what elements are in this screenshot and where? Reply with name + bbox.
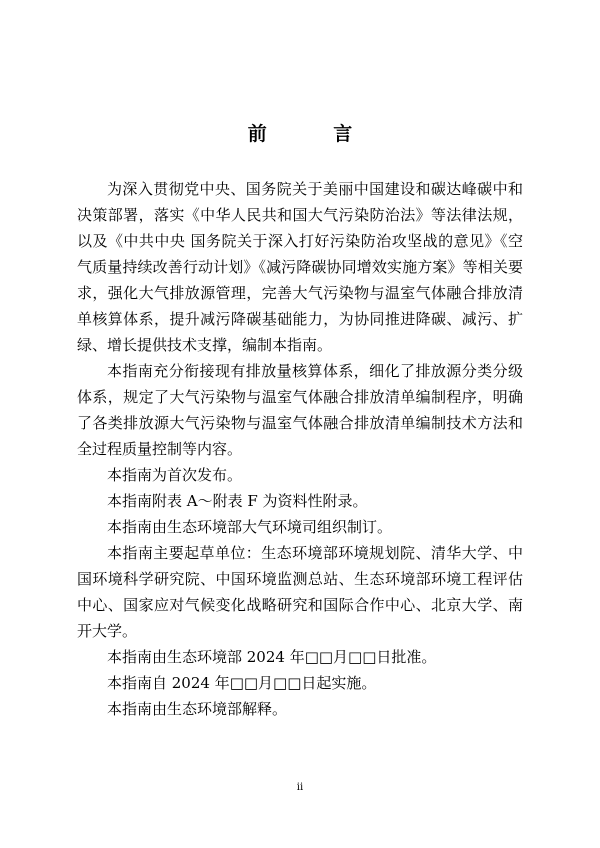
paragraph-scope: 本指南充分衔接现有排放量核算体系，细化了排放源分类分级体系，规定了大气污染物与温室气体融合排放清单编制程序，明确了各类排放源大气污染物与温室气体融合排放清单编制技术方法和全过程质量控制等内容。	[77, 362, 523, 458]
page-title: 前 言	[247, 123, 383, 145]
paragraph-interpretation: 本指南由生态环境部解释。	[107, 700, 288, 718]
paragraph-purpose: 为深入贯彻党中央、国务院关于美丽中国建设和碳达峰碳中和决策部署，落实《中华人民共和国大气污染防治法》等法律法规，以及《中共中央 国务院关于深入打好污染防治攻坚战的意见》《空气质量持续改善行动计划》《减污降碳协同增效实施方案》等相关要求，强化大气排放源管理，完善大气污染物与温室气体融合排放清单核算体系，提升减污降碳基础能力，为协同推进降碳、减污、扩绿、增长提供技术支撑，编制本指南。	[77, 180, 523, 354]
page-number: ii	[296, 782, 304, 793]
foreword-body	[77, 176, 523, 722]
paragraph-organizer: 本指南由生态环境部大气环境司组织制订。	[107, 518, 393, 536]
paragraph-appendix: 本指南附表 A～附表 F 为资料性附录。	[107, 492, 368, 510]
paragraph-first-release: 本指南为首次发布。	[107, 466, 243, 484]
paragraph-effective-date: 本指南自 2024 年□□月□□日起实施。	[107, 674, 377, 692]
paragraph-drafting-units: 本指南主要起草单位：生态环境部环境规划院、清华大学、中国环境科学研究院、中国环境监测总站、生态环境部环境工程评估中心、国家应对气候变化战略研究和国际合作中心、北京大学、南开大学。	[77, 544, 523, 640]
paragraph-approval: 本指南由生态环境部 2024 年□□月□□日批准。	[107, 648, 437, 666]
